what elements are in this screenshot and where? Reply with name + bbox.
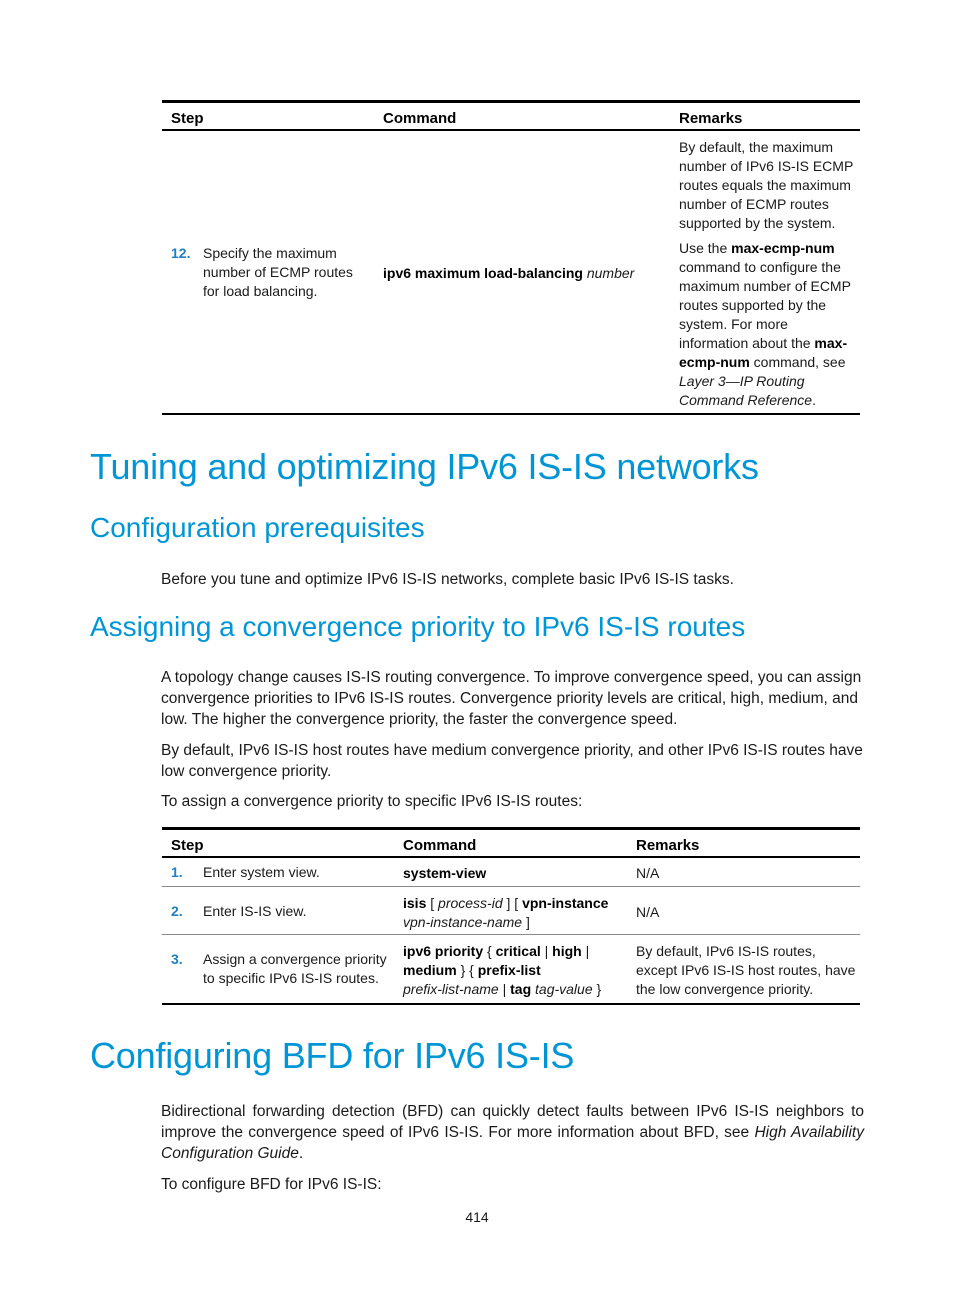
section-title-bfd: Configuring BFD for IPv6 IS-IS <box>90 1035 575 1076</box>
table-header-command: Command <box>403 837 477 854</box>
table-header-step: Step <box>171 110 204 127</box>
step-number: 12. <box>171 245 191 261</box>
step-description: Enter system view. <box>203 864 320 880</box>
command-cell: system-view <box>403 865 487 881</box>
table-header-step: Step <box>171 837 204 854</box>
table-bottom-rule <box>162 413 860 415</box>
remarks-cell: By default, IPv6 IS-IS routes, except IPv6 IS-IS host routes, have the low convergence priority. <box>636 943 856 997</box>
table-header-remarks: Remarks <box>679 110 743 127</box>
step-number: 2. <box>171 903 183 919</box>
command-cell <box>383 264 673 283</box>
command-keyword: ipv6 maximum load-balancing <box>383 265 583 281</box>
remarks-cell <box>679 138 855 410</box>
table-header-command: Command <box>383 110 457 127</box>
command-cell: ipv6 priority { critical | high | medium } { prefix-list prefix-list-name | tag tag-value } <box>403 943 602 997</box>
step-number: 1. <box>171 864 183 880</box>
bfd-paragraph-1: Bidirectional forwarding detection (BFD) can quickly detect faults between IPv6 IS-IS neighbors to improve the convergence speed of IPv6 IS-IS. For more information about BFD, see High Availability Configuration Guide. <box>161 1103 864 1162</box>
command-cell: isis [ process-id ] [ vpn-instance vpn-instance-name ] <box>403 895 609 930</box>
ecmp-table <box>162 100 860 417</box>
table-top-rule <box>162 100 860 103</box>
remarks-cell: N/A <box>636 865 660 881</box>
step-description: Specify the maximum number of ECMP routes for load balancing. <box>203 245 353 299</box>
section-title-tuning: Tuning and optimizing IPv6 IS-IS networks <box>90 446 759 487</box>
table-top-rule <box>162 827 860 830</box>
table-header-remarks: Remarks <box>636 837 700 854</box>
step-description: Enter IS-IS view. <box>203 903 307 919</box>
table-header-rule <box>162 856 860 858</box>
step-number: 3. <box>171 951 183 967</box>
step-description: Assign a convergence priority to specific IPv6 IS-IS routes. <box>203 951 387 986</box>
priority-table <box>162 827 860 1007</box>
table-bottom-rule <box>162 1003 860 1005</box>
bfd-paragraph-2: To configure BFD for IPv6 IS-IS: <box>161 1176 382 1193</box>
convergence-paragraph-2: By default, IPv6 IS-IS host routes have medium convergence priority, and other IPv6 IS-IS routes have low convergence priority. <box>161 742 863 780</box>
section-title-convergence-priority: Assigning a convergence priority to IPv6 IS-IS routes <box>90 611 746 642</box>
remarks-cell: N/A <box>636 904 660 920</box>
table-header-rule <box>162 129 860 131</box>
remarks-paragraph-1: By default, the maximum number of IPv6 IS-IS ECMP routes equals the maximum number of ECMP routes supported by the system. <box>679 139 854 231</box>
command-argument: number <box>586 265 635 281</box>
row-divider <box>162 934 860 935</box>
convergence-paragraph-3: To assign a convergence priority to specific IPv6 IS-IS routes: <box>161 793 583 810</box>
convergence-paragraph-1: A topology change causes IS-IS routing convergence. To improve convergence speed, you can assign convergence priorities to IPv6 IS-IS routes. Convergence priority levels are critical, high, medium, and low. The higher the convergence priority, the faster the convergence speed. <box>161 669 862 728</box>
bfd-guide-reference: High Availability Configuration Guide <box>161 1124 864 1162</box>
row-divider <box>162 886 860 887</box>
prerequisites-text: Before you tune and optimize IPv6 IS-IS networks, complete basic IPv6 IS-IS tasks. <box>161 571 734 588</box>
section-title-prerequisites: Configuration prerequisites <box>90 512 425 543</box>
remarks-paragraph-2: Use the max-ecmp-num command to configure the maximum number of ECMP routes supported by the system. For more information about the max-ecmp-num command, see Layer 3—IP Routing Command Reference. <box>679 240 851 408</box>
page-number: 414 <box>465 1209 489 1225</box>
